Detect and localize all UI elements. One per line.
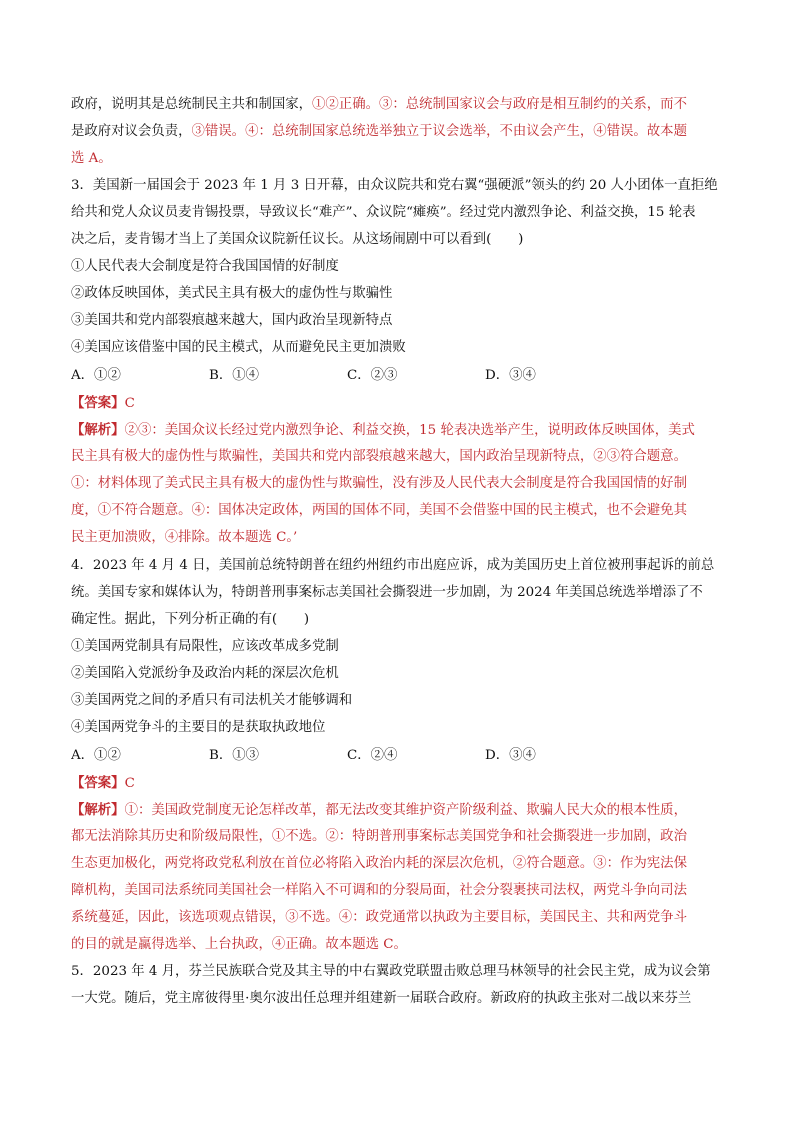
text-run: ①②正确。③：总统制国家议会与政府是相互制约的关系，而不	[312, 97, 687, 112]
q4-analysis-line	[71, 800, 725, 821]
analysis-tag: 【解析】	[71, 802, 125, 818]
text-run: 生态更加极化，两党将政党私利放在首位必将陷入政治内耗的深层次危机，	[71, 856, 513, 871]
q4-analysis-line: 障机构，美国司法系统同美国社会一样陷入不可调和的分裂局面，社会分裂裹挟司法权，两党斗争向司法	[71, 883, 687, 898]
q5-stem-line: 一大党。随后，党主席彼得里·奥尔波出任总理并组建新一届联合政府。新政府的执政主张对二战以来芬兰	[71, 991, 692, 1006]
q4-options	[71, 746, 725, 766]
q3-analysis-line	[71, 501, 725, 521]
intro-line-3	[71, 149, 725, 169]
text-run: ④正确。故本题选 C。	[271, 937, 407, 952]
text-run: ①：	[71, 476, 98, 491]
q3-analysis-line	[71, 447, 725, 467]
text-run: 是政府对议会负责，	[71, 124, 192, 139]
text-run: ④错误。故本题	[593, 124, 687, 139]
q4-item: ③美国两党之间的矛盾只有司法机关才能够调和	[71, 693, 353, 708]
text-run: 选	[71, 151, 89, 166]
text-run: 材料体现了美式民主具有极大的虚伪性与欺骗性，没有涉及人民代表大会制度是符合我国国情的好制	[97, 476, 687, 491]
text-run: A。	[88, 151, 112, 166]
answer-tag: 【答案】	[71, 775, 125, 791]
text-run: 民主更加溃败，	[71, 530, 165, 545]
text-run: 民主具有极大的虚伪性与欺骗性，美国共和党内部裂痕越来越大，国内政治呈现新特点，	[71, 449, 594, 464]
q5-stem-line: 5．2023 年 4 月，芬兰民族联合党及其主导的中右翼政党联盟击败总理马林领导的社会民主党，成为议会第	[71, 964, 711, 979]
q4-answer	[71, 773, 725, 794]
q4-stem-line: 确定性。据此，下列分析正确的有( )	[71, 612, 310, 627]
q3-stem-line: 决之后，麦肯锡才当上了美国众议院新任议长。从这场闹剧中可以看到( )	[71, 232, 524, 247]
text-run: ②③符合题意。	[593, 449, 687, 464]
q4-analysis-line	[71, 908, 725, 928]
q3-stem-line: 3．美国新一届国会于 2023 年 1 月 3 日开幕，由众议院共和党右翼“强硬派”领头的约 20 人小团体一直拒绝	[71, 178, 718, 193]
text-run: 作为宪法保	[620, 856, 687, 871]
option-c: C．②③	[347, 368, 398, 383]
q3-item: ①人民代表大会制度是符合我国国情的好制度	[71, 259, 339, 274]
option-b: B．①④	[209, 368, 260, 383]
analysis-tag: 【解析】	[71, 422, 125, 438]
text-run: ①不符合题意。④：国体决定政体，两国的国体不同，美国不会借鉴中国的民主模式，也不会避免其	[97, 503, 687, 518]
q4-analysis-line	[71, 827, 725, 847]
option-b: B．①③	[209, 748, 260, 763]
q3-item: ②政体反映国体，美式民主具有极大的虚伪性与欺骗性	[71, 286, 393, 301]
q4-item: ④美国两党争斗的主要目的是获取执政地位	[71, 720, 326, 735]
option-a: A．①②	[71, 748, 121, 763]
text-run: 系统蔓延，因此，该选项观点错误，	[71, 910, 286, 925]
q3-options	[71, 366, 725, 386]
text-run: ②符合题意。③：	[512, 856, 621, 871]
text-run: ①：	[124, 803, 152, 818]
text-run: 政府，说明其是总统制民主共和制国家，	[71, 97, 313, 112]
option-d: D．③④	[485, 748, 536, 763]
text-run: 度，	[71, 503, 98, 518]
q3-analysis-line	[71, 474, 725, 494]
text-run: ④排除。故本题选 C。’	[164, 530, 298, 545]
q3-item: ④美国应该借鉴中国的民主模式，从而避免民主更加溃败	[71, 340, 406, 355]
q4-item: ①美国两党制具有局限性，应该改革成多党制	[71, 639, 339, 654]
text-run: ②③：美国众议长经过党内激烈争论、利益交换，15 轮表决选举产生，说明政体反映国体，美式	[124, 423, 695, 438]
q3-analysis-line	[71, 528, 725, 548]
q4-analysis-line	[71, 854, 725, 874]
q3-analysis-line	[71, 420, 725, 441]
intro-line-2	[71, 122, 725, 142]
text-run: ③错误。④：总统制国家总统选举独立于议会选举，不由议会产生，	[191, 124, 594, 139]
text-run: 的目的就是赢得选举、上台执政，	[71, 937, 272, 952]
answer-value: C	[124, 776, 135, 791]
intro-line-1	[71, 95, 725, 115]
text-run: 都无法消除其历史和阶级局限性，	[71, 829, 272, 844]
option-c: C．②④	[347, 748, 398, 763]
text-run: ①不选。②：	[271, 829, 353, 844]
text-run: ③不选。④：	[285, 910, 366, 925]
q3-item: ③美国共和党内部裂痕越来越大，国内政治呈现新特点	[71, 313, 393, 328]
text-run: 特朗普刑事案标志美国党争和社会撕裂进一步加剧，政治	[352, 829, 687, 844]
answer-value: C	[124, 396, 135, 411]
q4-stem-line: 统。美国专家和媒体认为，特朗普刑事案标志美国社会撕裂进一步加剧，为 2024 年美国总统选举增添了不	[71, 585, 703, 600]
q4-analysis-line	[71, 935, 725, 955]
q4-stem-line: 4．2023 年 4 月 4 日，美国前总统特朗普在纽约州纽约市出庭应诉，成为美国历史上首位被刑事起诉的前总	[71, 558, 715, 573]
q3-stem-line: 给共和党人众议员麦肯锡投票，导致议长“难产”、众议院“瘫痪”。经过党内激烈争论、利益交换，15 轮表	[71, 205, 696, 220]
option-d: D．③④	[485, 368, 536, 383]
text-run: 美国政党制度无论怎样改革，都无法改变其维护资产阶级利益、欺骗人民大众的根本性质，	[151, 803, 687, 818]
option-a: A．①②	[71, 368, 121, 383]
q3-answer	[71, 393, 725, 414]
answer-tag: 【答案】	[71, 395, 125, 411]
text-run: 政党通常以执政为主要目标，美国民主、共和两党争斗	[365, 910, 687, 925]
q4-item: ②美国陷入党派纷争及政治内耗的深层次危机	[71, 666, 339, 681]
